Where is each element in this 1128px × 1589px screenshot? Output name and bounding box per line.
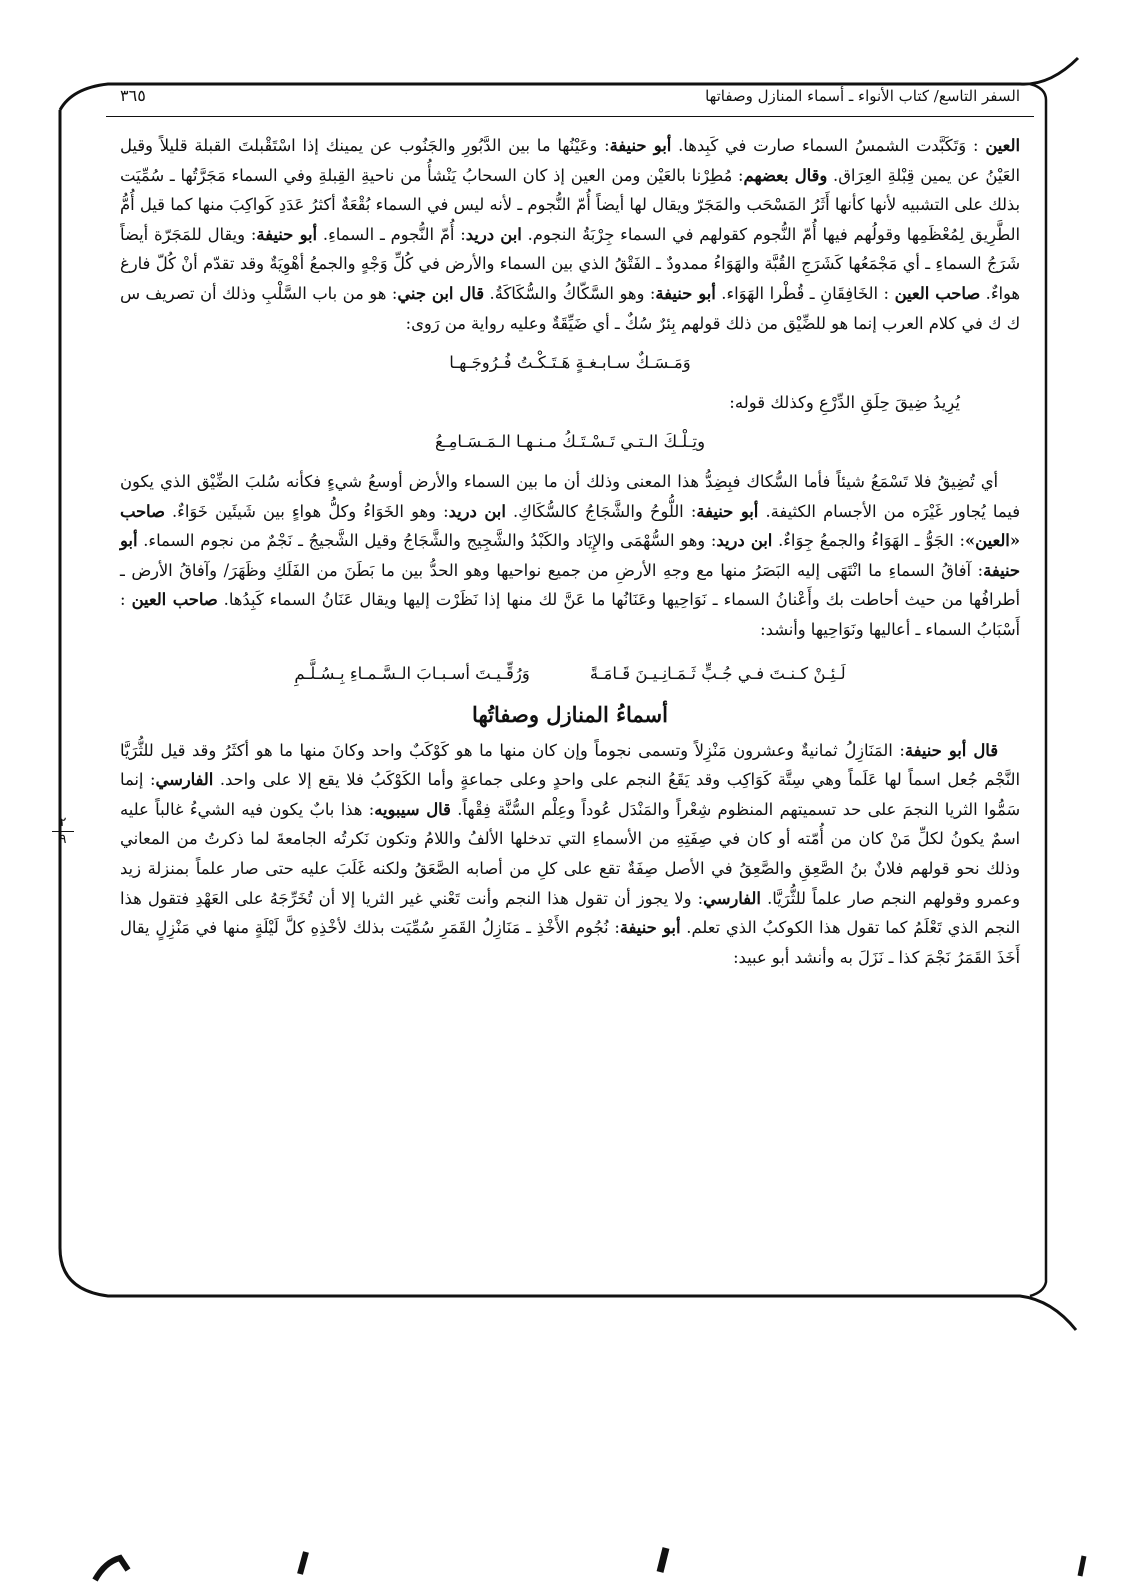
p3-speaker: قال أبو حنيفة bbox=[904, 740, 998, 760]
p2-speaker: صاحب العين bbox=[131, 590, 218, 610]
verse-3 bbox=[120, 659, 1020, 689]
p3-speaker: الفارسي bbox=[703, 888, 761, 908]
paragraph-1 bbox=[120, 131, 1020, 338]
margin-note-bottom: ٩ bbox=[59, 832, 67, 847]
page-number: ٣٦٥ bbox=[120, 86, 146, 105]
paragraph-3 bbox=[120, 736, 1020, 973]
p2-text: : أَسْبَابُ السماء ـ أعاليها ونَوَاحِيها وأنشد: bbox=[120, 590, 1020, 639]
margin-note-top: ٢ bbox=[59, 815, 67, 830]
p3-speaker: أبو حنيفة bbox=[619, 918, 681, 938]
verse-1: وَمَـسَـكٌ سـابـغـةٍ هَـتَـكْـتُ فُـرُوجَـهـا bbox=[449, 353, 691, 373]
p1-speaker: ابن دريد bbox=[465, 224, 522, 244]
p2-text: : اللُّوحُ والشَّجَاجُ كالسُّكَاكِ. bbox=[505, 501, 697, 521]
p2-speaker: صاحب «العين» bbox=[120, 501, 1020, 551]
p2-text: : الجَوُّ ـ الهَوَاءُ والجمعُ جِوَاءٌ. bbox=[772, 531, 965, 551]
p1-text: : ويقال للمَجَرّة أيضاً شَرَجُ السماءِ ـ أي مَجْمَعُها كَشَرَجِ القُبَّة والهَوَاءُ ممدودٌ ـ الفَتْقُ الذي بين السماء والأرض في كُلِّ وَجْهٍ والجمعُ أهْوِيَةٌ وقد تقدّم أنْ كُلّ فارغ هواءٌ. bbox=[120, 224, 1021, 303]
p3-text: : إنما سَمُّوا الثريا النجمَ على حد تسميتهم المنظوم شِعْراً والمَنْدَل عُوداً وعِلْم السُّنَّة فِقْهاً. bbox=[120, 770, 1021, 819]
verse-3-left-hemistich: وَرُقِّـيـتَ أسـبـابَ الـسَّـمـاءِ بِـسُـلَّـمِ bbox=[294, 663, 530, 683]
p1-speaker: وقال بعضهم bbox=[743, 165, 828, 185]
p2-speaker: أبو حنيفة bbox=[120, 531, 1020, 580]
p1-speaker: أبو حنيفة bbox=[609, 136, 672, 155]
p3-text: : هذا بابٌ يكون فيه الشيءُ غالباً عليه اسمٌ يكونُ لكلِّ مَنْ كان من أُمّته أو كان في صِفَتِهِ من الأسماءِ التي تدخلها الألفُ واللامُ وتكون نَكرتُه الجامعةَ لما ذكرتُ من المعاني وذلك نحو قولهم فلانٌ بنُ الصَّعِقِ والصَّعِقُ في الأصل صِفَةٌ تقع على كلِ من أصابه الصَّعَقُ ولكنه غَلَبَ عليه حتى صار علماً بمنزلة زيد وعمرو وقولهم النجم صار علماً للثُّرَيَّا. bbox=[120, 799, 1021, 908]
p2-speaker: أبو حنيفة bbox=[696, 501, 759, 521]
p3-speaker: الفارسي bbox=[155, 770, 214, 790]
p1-text: : وعَيْنُها ما بين الدَّبُورِ والجَنُوب عن يمينك إذا اسْتَقْبلتَ القبلة قليلاً وقيل العَيْنُ عن يمين قِبْلةِ العِرَاق. bbox=[120, 136, 1020, 185]
p3-text: : ولا يجوز أن تقول هذا النجم وأنت تَعْني غير الثريا إلا أن تُخَرِّجَهُ على العَهْدِ فتقول هذا النجم الذي تَعْلَمُ كما تقول هذا الكوكبُ الذي تعلم. bbox=[120, 888, 1020, 938]
p1-text: : أُمّ النُّجوم ـ السماءِ. bbox=[317, 224, 466, 244]
p1-text: : هو من باب السَّلْبِ وذلك أن تصريف س ك ك في كلام العرب إنما هو للضِّيْق من ذلك قولهم بِئرٌ سُكٌ ـ أي ضَيِّقَةٌ وعليه رواية من رَوى: bbox=[120, 283, 1020, 333]
p3-speaker: قال سيبويه bbox=[374, 799, 451, 819]
body-text bbox=[112, 131, 1028, 972]
section-title: أسماءُ المنازل وصفاتُها bbox=[472, 702, 668, 728]
p3-text: : المَنَازِلُ ثمانيةٌ وعشرون مَنْزِلاً وتسمى نجوماً وإن كان منها ما هو كَوْكَبٌ واحد وكانَ منها ما هو أكثَرُ وقد قيل للثُّرَيَّا النَّجْم جُعل اسماً لها عَلَماً وهي سِتَّة كَوَاكِب وقد يَقَعُ النجم على واحدٍ وعلى جماعةٍ وأما الكَوْكَبُ فلا يقع إلا على واحد. bbox=[120, 740, 1020, 790]
p1-speaker: العين bbox=[985, 136, 1020, 155]
p2-text: : وهو السُّهْمَى والإِيَاد والكَبْدُ والشَّجِيج والشَّجَاجُ وقيل الشَّجيجُ ـ نَجْمٌ من نجوم السماء. bbox=[137, 531, 717, 551]
page-content bbox=[112, 86, 1028, 972]
p2-text: أي تُضِيقُ فلا تَسْمَعُ شيئاً فأما السُّكاك فبِضِدُّ هذا المعنى وذلك أن ما بين السماء والأرض أوسعُ شيءٍ فكأنه سُلبَ الضِّيْق الذي يكون فيما يُجاور غَيْرَه من الأجسام الكثيفة. bbox=[120, 471, 1020, 521]
p1-speaker: قال ابن جني bbox=[397, 283, 484, 303]
verse-2: وتِـلْـكَ الـتـي تَـسْـتَـكُ مـنـهـا الـمَـسَـامِـعُ bbox=[434, 432, 706, 452]
p1-speaker: أبو حنيفة bbox=[655, 283, 716, 303]
p2-speaker: ابن دريد bbox=[716, 531, 773, 551]
verse-3-right-hemistich: لَـئِـنْ كـنـتَ فـي جُـبٍّ ثَـمَـانِـيـنَ قَـامَـةً bbox=[589, 663, 846, 683]
p1-text: : وهو السَّكّاكُ والسُّكَاكَةُ. bbox=[484, 283, 656, 303]
margin-note bbox=[48, 816, 78, 847]
running-title: السفر التاسع/ كتاب الأنواء ـ أسماء المنازل وصفاتها bbox=[705, 87, 1020, 105]
running-header bbox=[112, 86, 1028, 114]
p3-text: : نُجُوم الأَخْذِ ـ مَنَازِلُ القَمَرِ سُمِّيَت بذلك لأخْذِهِ كلَّ لَيْلَةٍ منها في مَنْزِلٍ يقال أَخَذَ القَمَرُ نَجْمَ كذا ـ نَزَلَ به وأنشد أبو عبيد: bbox=[120, 918, 1020, 967]
header-rule bbox=[106, 116, 1034, 117]
next-page-edge-marks bbox=[0, 1540, 1128, 1589]
p1-text: : مُطِرْنا بالعَيْن ومن العين إذ كان السحابُ يَنْشأُ من ناحيةِ القِبلةِ وفي السماء مَجَرَّتُها ـ سُمِّيَت بذلك على التشبيه لأنها كأنها أَثَرُ المَسْحَب والمَجَرّ ويقال لها أيضاً أُمّ النُّجوم ـ لأنه ليس في السماء بُقْعَةٌ أكثرُ عَدَدِ كَواكِبَ منها كما قيل أُمُّ الطَّرِيق لِمُعْظَمِها وقولُهم فيها أُمّ النُّجوم كقولهم في السماء جِرْبَةُ النجوم. bbox=[120, 165, 1020, 244]
p1-speaker: أبو حنيفة bbox=[256, 224, 318, 244]
p2-speaker: ابن دريد bbox=[448, 501, 506, 521]
p2-text: : آفاقُ السماءِ ما انْتَهَى إليه البَصَرُ منها مع وجهِ الأرضِ من جميع نواحيها وهو الحدُّ بين ما بَطَنَ من الفَلَكِ وظَهَرَ/ وآفاقُ الأرض ـ أطرافُها من حيث أحاطت بك وأَعْنانُ السماء ـ نَوَاحِيها وعَنَانُها ما عَنَّ لك منها إذا نَظَرْت إليها ويقال عَنَانُ السماء كَبِدُها. bbox=[120, 560, 1021, 610]
p1-speaker: صاحب العين bbox=[894, 283, 981, 303]
p1-text: : الخَافِقَانِ ـ قُطْرا الهَوَاء. bbox=[715, 283, 895, 303]
p2-text: : وهو الخَوَاءُ وكلُّ هواءٍ بين شَيئَين خَوَاءٌ. bbox=[164, 501, 449, 521]
p1-text: : وَتَكَبَّدت الشمسُ السماء صارت في كَبِدها. bbox=[671, 136, 986, 155]
line-after-verse-1: يُرِيدُ ضِيقَ حِلَقِ الدِّرْعِ وكذلك قوله: bbox=[729, 392, 960, 412]
paragraph-2 bbox=[120, 467, 1020, 645]
